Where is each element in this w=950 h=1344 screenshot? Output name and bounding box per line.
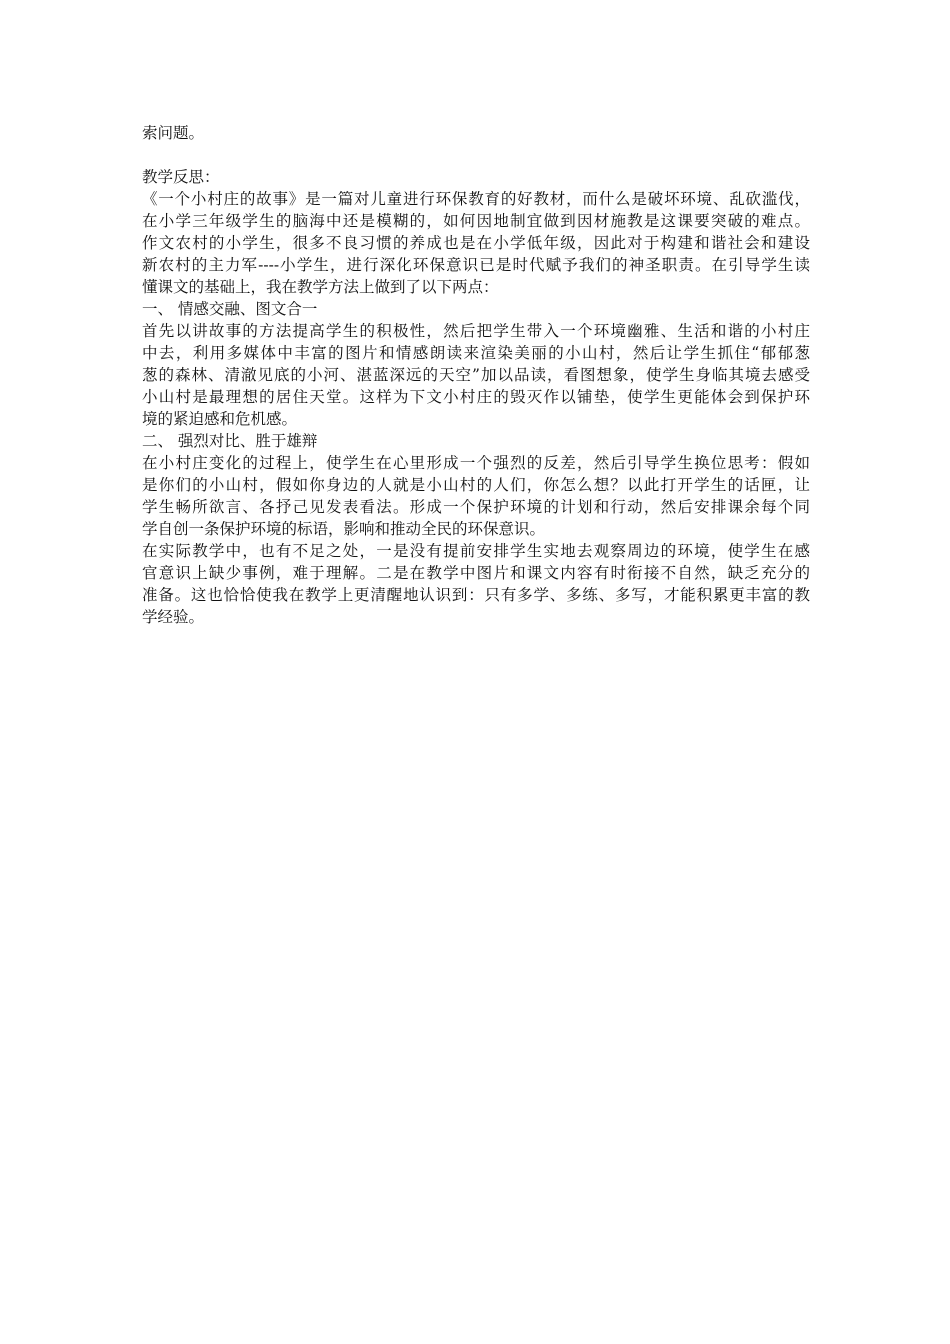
text-line: 葱的森林、清澈见底的小河、湛蓝深远的天空”加以品读，看图想象，使学生身临其境去感受 bbox=[142, 366, 810, 384]
text-line: 一、 情感交融、图文合一 bbox=[142, 300, 318, 318]
text-line: 在小村庄变化的过程上，使学生在心里形成一个强烈的反差，然后引导学生换位思考：假如 bbox=[142, 454, 810, 472]
text-line: 小山村是最理想的居住天堂。这样为下文小村庄的毁灭作以铺垫，使学生更能体会到保护环 bbox=[142, 388, 810, 406]
point1-title bbox=[142, 298, 810, 320]
text-line: 作文农村的小学生，很多不良习惯的养成也是在小学低年级，因此对于构建和谐社会和建设 bbox=[142, 234, 810, 252]
paragraph-point1 bbox=[142, 320, 810, 430]
text-line: 懂课文的基础上，我在教学方法上做到了以下两点： bbox=[142, 278, 499, 296]
text-line: 《一个小村庄的故事》是一篇对儿童进行环保教育的好教材，而什么是破坏环境、乱砍滥伐， bbox=[142, 190, 810, 208]
text-line: 官意识上缺少事例，难于理解。二是在教学中图片和课文内容有时衔接不自然，缺乏充分的 bbox=[142, 564, 810, 582]
text-line: 境的紧迫感和危机感。 bbox=[142, 410, 298, 428]
text-line: 学生畅所欲言、各抒己见发表看法。形成一个保护环境的计划和行动，然后安排课余每个同 bbox=[142, 498, 810, 516]
text-line: 学经验。 bbox=[142, 608, 205, 626]
text-line: 新农村的主力军----小学生，进行深化环保意识已是时代赋予我们的神圣职责。在引导学生读 bbox=[142, 256, 810, 274]
paragraph-shortcomings bbox=[142, 540, 810, 628]
blank-line bbox=[142, 144, 810, 166]
text-line: 首先以讲故事的方法提高学生的积极性，然后把学生带入一个环境幽雅、生活和谐的小村庄 bbox=[142, 322, 810, 340]
text-line: 准备。这也恰恰使我在教学上更清醒地认识到：只有多学、多练、多写，才能积累更丰富的教 bbox=[142, 586, 810, 604]
text-line: 二、 强烈对比、胜于雄辩 bbox=[142, 432, 318, 450]
text-line: 在实际教学中，也有不足之处，一是没有提前安排学生实地去观察周边的环境，使学生在感 bbox=[142, 542, 810, 560]
text-line: 是你们的小山村，假如你身边的人就是小山村的人们，你怎么想？以此打开学生的话匣，让 bbox=[142, 476, 810, 494]
continuation-text: 索问题。 bbox=[142, 124, 205, 142]
text-line: 在小学三年级学生的脑海中还是模糊的，如何因地制宜做到因材施教是这课要突破的难点。 bbox=[142, 212, 810, 230]
text-line: 学自创一条保护环境的标语，影响和推动全民的环保意识。 bbox=[142, 520, 546, 538]
paragraph-point2 bbox=[142, 452, 810, 540]
paragraph-intro bbox=[142, 188, 810, 298]
point2-title bbox=[142, 430, 810, 452]
document-page bbox=[142, 122, 810, 628]
section-heading: 教学反思： bbox=[142, 168, 220, 186]
text-line: 中去，利用多媒体中丰富的图片和情感朗读来渲染美丽的小山村，然后让学生抓住“郁郁葱 bbox=[142, 344, 810, 362]
